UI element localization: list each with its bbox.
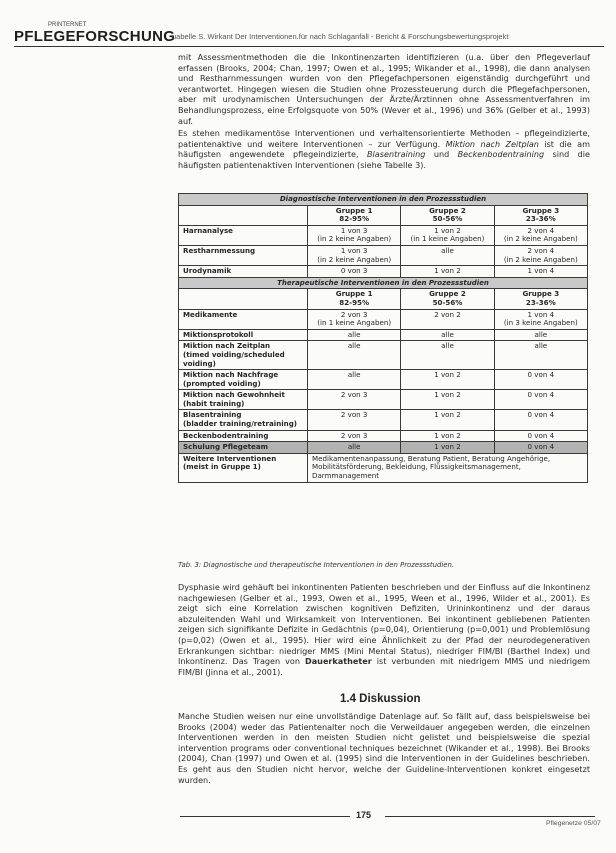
empty-cell [179, 289, 308, 309]
group-2-cell [401, 410, 494, 430]
section-heading: 1.4 Diskussion [340, 693, 421, 705]
row-label [179, 442, 308, 454]
cell-text: Urodynamik [183, 266, 232, 276]
group-2-cell [401, 370, 494, 390]
group-3-cell [494, 329, 587, 341]
cell-text: (prompted voiding) [183, 378, 261, 388]
group-rate: 50-56% [432, 297, 463, 307]
cell-text: 2 von 4 [527, 245, 555, 255]
group-1-cell [308, 266, 401, 278]
table-row [179, 410, 588, 430]
row-label [179, 341, 308, 370]
cell-text: 1 von 4 [527, 266, 555, 276]
group-3-cell [494, 225, 587, 245]
table-row [179, 266, 588, 278]
table-row [179, 430, 588, 442]
group-3-cell [494, 370, 587, 390]
row-label [179, 453, 308, 482]
cell-text: 0 von 4 [527, 442, 555, 452]
row-label [179, 245, 308, 265]
cell-text: alle [441, 329, 454, 339]
text-run: Es stehen medikamentöse Interventionen und verhaltensorientierte Methoden – pflegeindizierte, patientenaktive und weitere Interventionen – zur Verfügung. [178, 128, 590, 149]
cell-text: 1 von 2 [434, 266, 461, 276]
text-run: und [425, 149, 458, 160]
group-rate: 82-95% [339, 297, 370, 307]
group-name: Gruppe 1 [335, 205, 373, 215]
cell-text: 0 von 4 [527, 390, 555, 400]
intro-paragraph-1 [178, 52, 590, 126]
emphasis: Blasentraining [366, 149, 426, 160]
cell-text: 0 von 4 [527, 410, 555, 420]
cell-text: 1 von 2 [434, 390, 461, 400]
row-label [179, 266, 308, 278]
text-run: Dysphasie wird gehäuft bei inkontinenten Patienten beschrieben und der Einfluss auf die Inkontinenz nachgewiesen (Gelber et al., 1993, Owen et al., 1995, Ween et al., 1996, Wilder et al., 2001). Es zeigt sich eine Korrelation zwischen kognitiven Defiziten, Urininkontinenz und der daraus abzuleitenden Wahl und Wirksamkeit von Interventionen. Bei inkontinent gebliebenen Patienten zeigen sich signifikante Defizite in Gedächtnis (p=0,04), Orientierung (p=0,001) und Problemlösung (p=0,02) (Owen et al., 1995). Hier wird eine Ähnlichkeit zu der Pfad der neurodegenerativen Erkrankungen sichtbar: niedriger MMS (Mini Mental Status), niedriger FIM/BI (Barthel Index) und Inkontinenz. Das Tragen von [178, 582, 590, 667]
cell-text: 1 von 2 [434, 370, 461, 380]
cell-text: (in 1 keine Angaben) [410, 234, 485, 244]
cell-text: alle [347, 341, 361, 351]
row-label [179, 225, 308, 245]
group-1-cell [308, 329, 401, 341]
group-rate: 50-56% [432, 214, 463, 224]
empty-cell [179, 205, 308, 225]
table-row [179, 390, 588, 410]
journal-logo: PFLEGEFORSCHUNG [14, 28, 176, 45]
group-1-cell [308, 390, 401, 410]
table-row [179, 309, 588, 329]
emphasis: Miktion nach Zeitplan [445, 138, 539, 149]
band-label: Diagnostische Interventionen in den Prozessstudien [179, 194, 588, 206]
cell-text: (in 2 keine Angaben) [317, 234, 392, 244]
cell-text: alle [347, 370, 361, 380]
cell-text: Miktion nach Gewohnheit [183, 390, 285, 400]
group-3-cell [494, 442, 587, 454]
cell-text: 2 von 4 [527, 225, 555, 235]
text-run: ist die am häufigsten angewendete pflegeindizierte, [178, 138, 590, 160]
group-rate: 23-36% [525, 297, 556, 307]
group-header-row [179, 289, 588, 309]
cell-text: (bladder training/retraining) [183, 419, 298, 429]
table-row [179, 341, 588, 370]
row-label [179, 370, 308, 390]
group-rate: 82-95% [339, 214, 370, 224]
table-row [179, 225, 588, 245]
group-2-cell [401, 341, 494, 370]
text-run: ist verbunden mit niedrigem MMS und niedrigem FIM/BI (Jinna et al., 2001). [178, 656, 590, 677]
table-row-weitere [179, 453, 588, 482]
row-label [179, 430, 308, 442]
cell-text: Blasentraining [183, 410, 242, 420]
cell-text: Restharnmessung [183, 245, 256, 255]
group-3-cell [494, 309, 587, 329]
paragraph-text: Manche Studien weisen nur eine unvollständige Datenlage auf. So fällt auf, dass beispielsweise bei Brooks (2004) weder das Patientenalter noch die Verweildauer angegeben werden, die einzelnen Interventionen werden in den meisten Studien nicht gelistet und beispielsweise die spezial intervention programs oder conventional techniques bezeichnet (Wikander et al., 1998). Bei Brooks (2004), Chan (1997) und Owen et al. (1995) sind die Interventionen in der Guidelines beschrieben. Es geht aus den Studien nicht hervor, welche der Guideline-Interventionen konkret eingesetzt wurden. [178, 711, 590, 785]
group-2-cell [401, 309, 494, 329]
cell-text: 1 von 2 [434, 442, 461, 452]
cell-text: (timed voiding/scheduled voiding) [183, 349, 285, 368]
group-1-cell [308, 341, 401, 370]
group-3-cell [494, 430, 587, 442]
paragraph-text: mit Assessmentmethoden die die Inkontinenzarten identifizieren (u.a. über den Pflegeverlauf erfassen (Brooks, 2004; Chan, 1997; Owen et al., 1995; Wikander et al., 1998), die dann analysen und Restharnmessungen wurden von den Pflegefachpersonen eigenständig durchgeführt und verantwortet. Hingegen wiesen die Studien ohne Prozessteuerung durch die Pflegefachpersonen, aber mit urodynamischen Untersuchungen der Ärzte/Ärztinnen ohne Assessmentverfahren im Behandlungsprozess, eine Erfolgsquote von 50% (Wever et al., 1996) und 36% (Gelber et al., 1993) auf. [178, 52, 590, 126]
group-1-cell [308, 309, 401, 329]
paragraph-text [178, 582, 590, 677]
cell-text: (in 3 keine Angaben) [503, 318, 578, 328]
cell-text: Harnanalyse [183, 225, 233, 235]
emphasis: Beckenbodentraining [457, 149, 545, 160]
results-paragraph [178, 582, 590, 677]
emphasis: Dauerkatheter [305, 656, 372, 667]
table-caption: Tab. 3: Diagnostische und therapeutische Interventionen in den Prozessstudien. [178, 561, 455, 569]
page-number: 175 [356, 810, 372, 820]
cell-text: 2 von 3 [340, 410, 368, 420]
group-2-cell [401, 225, 494, 245]
cell-text: 2 von 3 [340, 390, 368, 400]
cell-text: Schulung Pflegeteam [183, 442, 269, 452]
cell-text: Miktion nach Nachfrage [183, 370, 279, 380]
table-band-therapeutic [179, 277, 588, 289]
cell-text: Beckenbodentraining [183, 430, 269, 440]
footer-rule [385, 816, 595, 817]
group-rate: 23-36% [525, 214, 556, 224]
group-header [494, 289, 587, 309]
publisher-mark: PRINTERNET [48, 22, 87, 28]
cell-text: 0 von 3 [340, 266, 368, 276]
group-1-cell [308, 430, 401, 442]
cell-text: 1 von 3 [340, 245, 368, 255]
group-2-cell [401, 266, 494, 278]
group-name: Gruppe 2 [429, 205, 466, 215]
diagnostic-rows [179, 225, 588, 277]
table-band-diagnostic [179, 194, 588, 206]
group-name: Gruppe 2 [429, 289, 466, 299]
group-3-cell [494, 390, 587, 410]
cell-text: alle [441, 245, 454, 255]
cell-text: Miktion nach Zeitplan [183, 341, 271, 351]
cell-text: 0 von 4 [527, 430, 555, 440]
row-label [179, 329, 308, 341]
text-run: sind die häufigsten patientenaktiven Interventionen (siehe Tabelle 3). [178, 149, 590, 170]
footer-rule [180, 816, 350, 817]
table-row [179, 329, 588, 341]
group-1-cell [308, 442, 401, 454]
table-row [179, 370, 588, 390]
cell-text: 1 von 2 [434, 225, 461, 235]
group-header [401, 205, 494, 225]
issue-label: Pflegenetze 05/07 [546, 820, 601, 827]
group-1-cell [308, 225, 401, 245]
cell-text: 2 von 3 [340, 309, 368, 319]
cell-text: Medikamente [183, 309, 238, 319]
cell-text: (in 2 keine Angaben) [503, 254, 578, 264]
weitere-cell: Medikamentenanpassung, Beratung Patient, Beratung Angehörige, Mobilitätsförderung, Bekleidung, Flüssigkeitsmanagement, Darmmanagement [308, 453, 588, 482]
group-header [308, 205, 401, 225]
intro-paragraph-2 [178, 128, 590, 170]
cell-text: 1 von 3 [340, 225, 368, 235]
cell-text: 1 von 2 [434, 410, 461, 420]
band-label: Therapeutische Interventionen in den Prozessstudien [179, 277, 588, 289]
cell-text: Miktionsprotokoll [183, 329, 254, 339]
cell-text: 1 von 2 [434, 430, 461, 440]
paragraph-text [178, 128, 590, 170]
row-label [179, 390, 308, 410]
cell-text: (in 1 keine Angaben) [317, 318, 392, 328]
group-3-cell [494, 410, 587, 430]
cell-text: alle [534, 341, 548, 351]
group-header [401, 289, 494, 309]
group-header [308, 289, 401, 309]
cell-text: 2 von 3 [340, 430, 368, 440]
group-2-cell [401, 390, 494, 410]
cell-text: (in 2 keine Angaben) [503, 234, 578, 244]
row-label [179, 309, 308, 329]
cell-text: alle [441, 341, 454, 351]
cell-text: 2 von 2 [434, 309, 461, 319]
row-label [179, 410, 308, 430]
cell-text: alle [347, 442, 361, 452]
group-2-cell [401, 442, 494, 454]
cell-text: alle [534, 329, 548, 339]
group-header-row [179, 205, 588, 225]
group-3-cell [494, 266, 587, 278]
row-label-sub: (meist in Gruppe 1) [183, 462, 261, 472]
running-title: uabelle S. Wirkant Der Interventionen.für nach Schlaganfall - Bericht & Forschungsbewertungsprojekt [172, 32, 509, 41]
discussion-paragraph [178, 711, 590, 785]
group-name: Gruppe 3 [522, 289, 560, 299]
cell-text: 0 von 4 [527, 370, 555, 380]
table-row [179, 442, 588, 454]
group-2-cell [401, 430, 494, 442]
group-1-cell [308, 245, 401, 265]
cell-text: (habit training) [183, 398, 245, 408]
group-2-cell [401, 245, 494, 265]
header-rule [14, 46, 604, 47]
group-1-cell [308, 410, 401, 430]
cell-text: alle [347, 329, 361, 339]
cell-text: (in 2 keine Angaben) [317, 254, 392, 264]
table-row [179, 245, 588, 265]
group-name: Gruppe 3 [522, 205, 560, 215]
group-name: Gruppe 1 [335, 289, 373, 299]
group-3-cell [494, 341, 587, 370]
cell-text: 1 von 4 [527, 309, 555, 319]
group-3-cell [494, 245, 587, 265]
row-label-text: Weitere Interventionen [183, 453, 277, 463]
interventions-table [178, 193, 588, 483]
group-2-cell [401, 329, 494, 341]
group-header [494, 205, 587, 225]
group-1-cell [308, 370, 401, 390]
therapeutic-rows [179, 309, 588, 453]
